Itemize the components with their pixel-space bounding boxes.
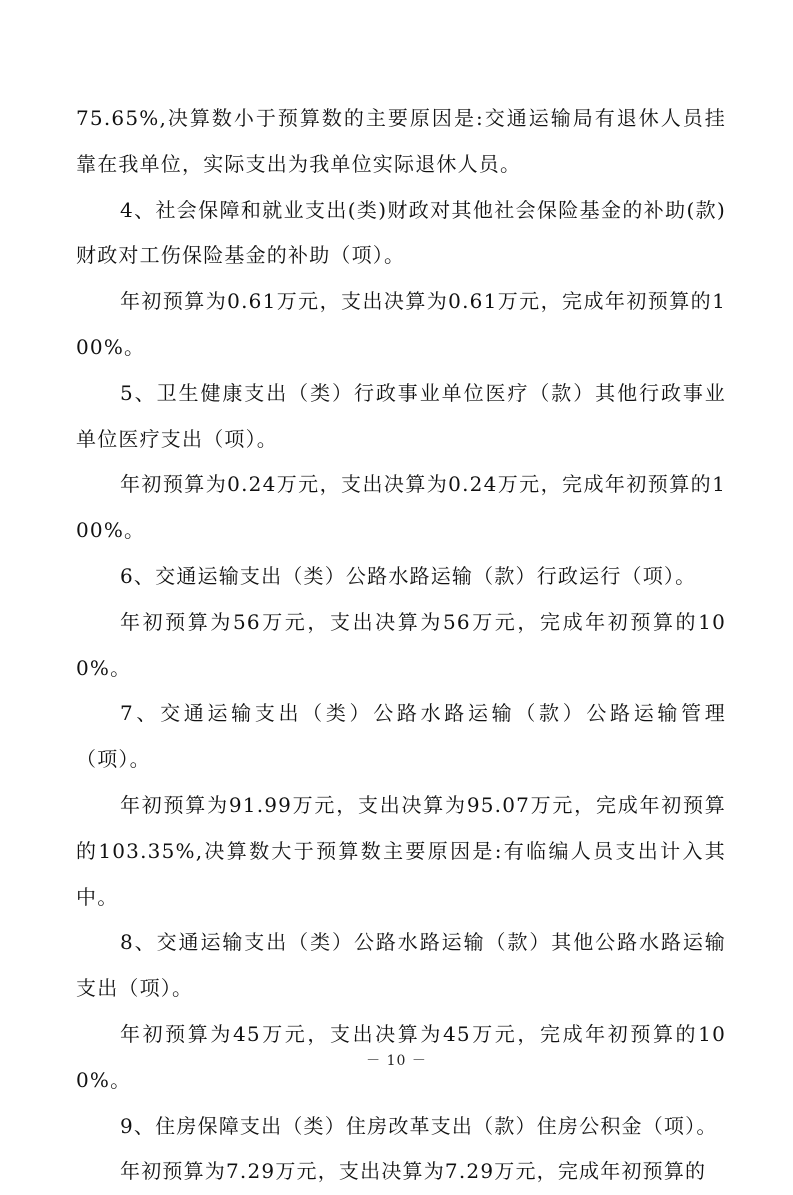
paragraph: 4、社会保障和就业支出(类)财政对其他社会保险基金的补助(款)财政对工伤保险基金的补助（项）。 — [76, 197, 726, 268]
paragraph: 6、交通运输支出（类）公路水路运输（款）行政运行（项）。 — [120, 563, 697, 588]
paragraph: 年初预算为56万元，支出决算为56万元，完成年初预算的100%。 — [76, 609, 726, 680]
paragraph: 7、交通运输支出（类）公路水路运输（款）公路运输管理（项）。 — [76, 701, 726, 772]
paragraph: 年初预算为45万元，支出决算为45万元，完成年初预算的100%。 — [76, 1021, 726, 1092]
paragraph: 年初预算为0.61万元，支出决算为0.61万元，完成年初预算的100%。 — [76, 289, 726, 359]
paragraph: 年初预算为7.29万元，支出决算为7.29万元，完成年初预算的 — [120, 1159, 707, 1184]
paragraph: 75.65%,决算数小于预算数的主要原因是:交通运输局有退休人员挂靠在我单位，实际支出为我单位实际退休人员。 — [76, 106, 726, 176]
paragraph: 9、住房保障支出（类）住房改革支出（款）住房公积金（项）。 — [120, 1113, 718, 1138]
paragraph: 年初预算为0.24万元，支出决算为0.24万元，完成年初预算的100%。 — [76, 472, 726, 543]
paragraph: 年初预算为91.99万元，支出决算为95.07万元，完成年初预算的103.35%,决算数大于预算数主要原因是:有临编人员支出计入其中。 — [76, 792, 726, 909]
paragraph: 5、卫生健康支出（类）行政事业单位医疗（款）其他行政事业单位医疗支出（项）。 — [76, 380, 726, 451]
paragraph: 8、交通运输支出（类）公路水路运输（款）其他公路水路运输支出（项）。 — [76, 930, 726, 1001]
body-text — [76, 96, 726, 1195]
page-number: － 10 － — [366, 1053, 427, 1069]
